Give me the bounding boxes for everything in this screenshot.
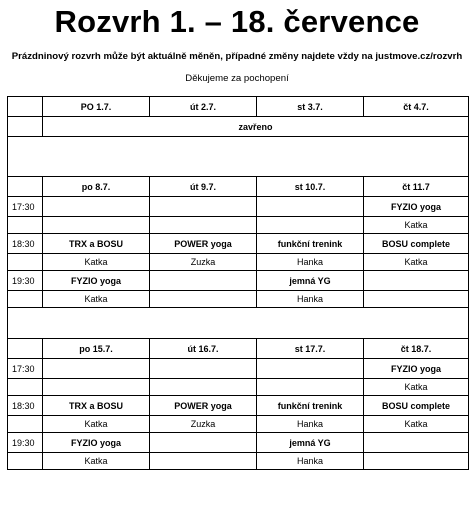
class-cell: funkční trenink: [257, 234, 364, 254]
instructor-cell: Hanka: [257, 254, 364, 271]
class-cell: FYZIO yoga: [43, 271, 150, 291]
instructor-cell: Katka: [364, 254, 469, 271]
instructor-cell: Hanka: [257, 291, 364, 308]
class-cell: [43, 197, 150, 217]
class-cell: jemná YG: [257, 433, 364, 453]
class-cell: TRX a BOSU: [43, 396, 150, 416]
day-header: st 10.7.: [257, 177, 364, 197]
time-cell: 19:30: [8, 271, 43, 291]
class-cell: FYZIO yoga: [364, 359, 469, 379]
schedule-notice: Prázdninový rozvrh může být aktuálně měněn, případné změny najdete vždy na justmove.cz/rozvrh: [11, 51, 463, 62]
instructor-cell: Hanka: [257, 453, 364, 470]
instructor-cell: [43, 217, 150, 234]
week1-closed-row: [8, 117, 469, 137]
class-cell: [257, 197, 364, 217]
class-cell: [364, 271, 469, 291]
class-cell: FYZIO yoga: [364, 197, 469, 217]
day-header: út 16.7.: [150, 339, 257, 359]
instructor-cell: Zuzka: [150, 416, 257, 433]
instructor-cell: [150, 379, 257, 396]
class-cell: [150, 359, 257, 379]
class-cell: POWER yoga: [150, 396, 257, 416]
class-row: [8, 396, 469, 416]
week-separator: [8, 137, 469, 177]
day-header: st 3.7.: [257, 97, 364, 117]
instructor-cell: [150, 291, 257, 308]
class-cell: TRX a BOSU: [43, 234, 150, 254]
closed-label: zavřeno: [43, 117, 469, 137]
week1-header-row: [8, 97, 469, 117]
time-cell: 18:30: [8, 396, 43, 416]
instructor-cell: [257, 379, 364, 396]
class-cell: [150, 271, 257, 291]
instructor-cell: [364, 291, 469, 308]
class-cell: [43, 359, 150, 379]
day-header: čt 11.7: [364, 177, 469, 197]
instructor-cell: Katka: [43, 254, 150, 271]
class-row: [8, 234, 469, 254]
class-cell: BOSU complete: [364, 234, 469, 254]
instructor-cell: [150, 453, 257, 470]
class-row: [8, 359, 469, 379]
day-header: po 8.7.: [43, 177, 150, 197]
class-cell: funkční trenink: [257, 396, 364, 416]
class-row: [8, 271, 469, 291]
class-cell: jemná YG: [257, 271, 364, 291]
class-cell: [257, 359, 364, 379]
instructor-cell: Katka: [43, 416, 150, 433]
time-cell: 17:30: [8, 197, 43, 217]
instructor-cell: [364, 453, 469, 470]
instructor-row: [8, 379, 469, 396]
class-row: [8, 197, 469, 217]
week2-header-row: [8, 177, 469, 197]
day-header: st 17.7.: [257, 339, 364, 359]
week-separator: [8, 308, 469, 339]
instructor-cell: Katka: [43, 291, 150, 308]
page-title: Rozvrh 1. – 18. července: [54, 4, 420, 39]
instructor-cell: Katka: [43, 453, 150, 470]
class-cell: FYZIO yoga: [43, 433, 150, 453]
day-header: PO 1.7.: [43, 97, 150, 117]
instructor-cell: Katka: [364, 416, 469, 433]
class-cell: [150, 197, 257, 217]
day-header: čt 4.7.: [364, 97, 469, 117]
instructor-row: [8, 217, 469, 234]
day-header: čt 18.7.: [364, 339, 469, 359]
instructor-row: [8, 254, 469, 271]
schedule-table: [7, 96, 469, 470]
class-cell: [150, 433, 257, 453]
instructor-cell: [150, 217, 257, 234]
instructor-row: [8, 453, 469, 470]
instructor-cell: Katka: [364, 217, 469, 234]
instructor-cell: Zuzka: [150, 254, 257, 271]
instructor-cell: Hanka: [257, 416, 364, 433]
time-header-cell: [8, 97, 43, 117]
day-header: po 15.7.: [43, 339, 150, 359]
instructor-row: [8, 291, 469, 308]
class-cell: BOSU complete: [364, 396, 469, 416]
time-cell: 18:30: [8, 234, 43, 254]
thanks-note: Děkujeme za pochopení: [185, 73, 289, 84]
time-cell: 19:30: [8, 433, 43, 453]
week3-header-row: [8, 339, 469, 359]
time-cell: 17:30: [8, 359, 43, 379]
class-row: [8, 433, 469, 453]
class-cell: [364, 433, 469, 453]
class-cell: POWER yoga: [150, 234, 257, 254]
instructor-cell: [257, 217, 364, 234]
instructor-row: [8, 416, 469, 433]
day-header: út 2.7.: [150, 97, 257, 117]
instructor-cell: Katka: [364, 379, 469, 396]
day-header: út 9.7.: [150, 177, 257, 197]
instructor-cell: [43, 379, 150, 396]
